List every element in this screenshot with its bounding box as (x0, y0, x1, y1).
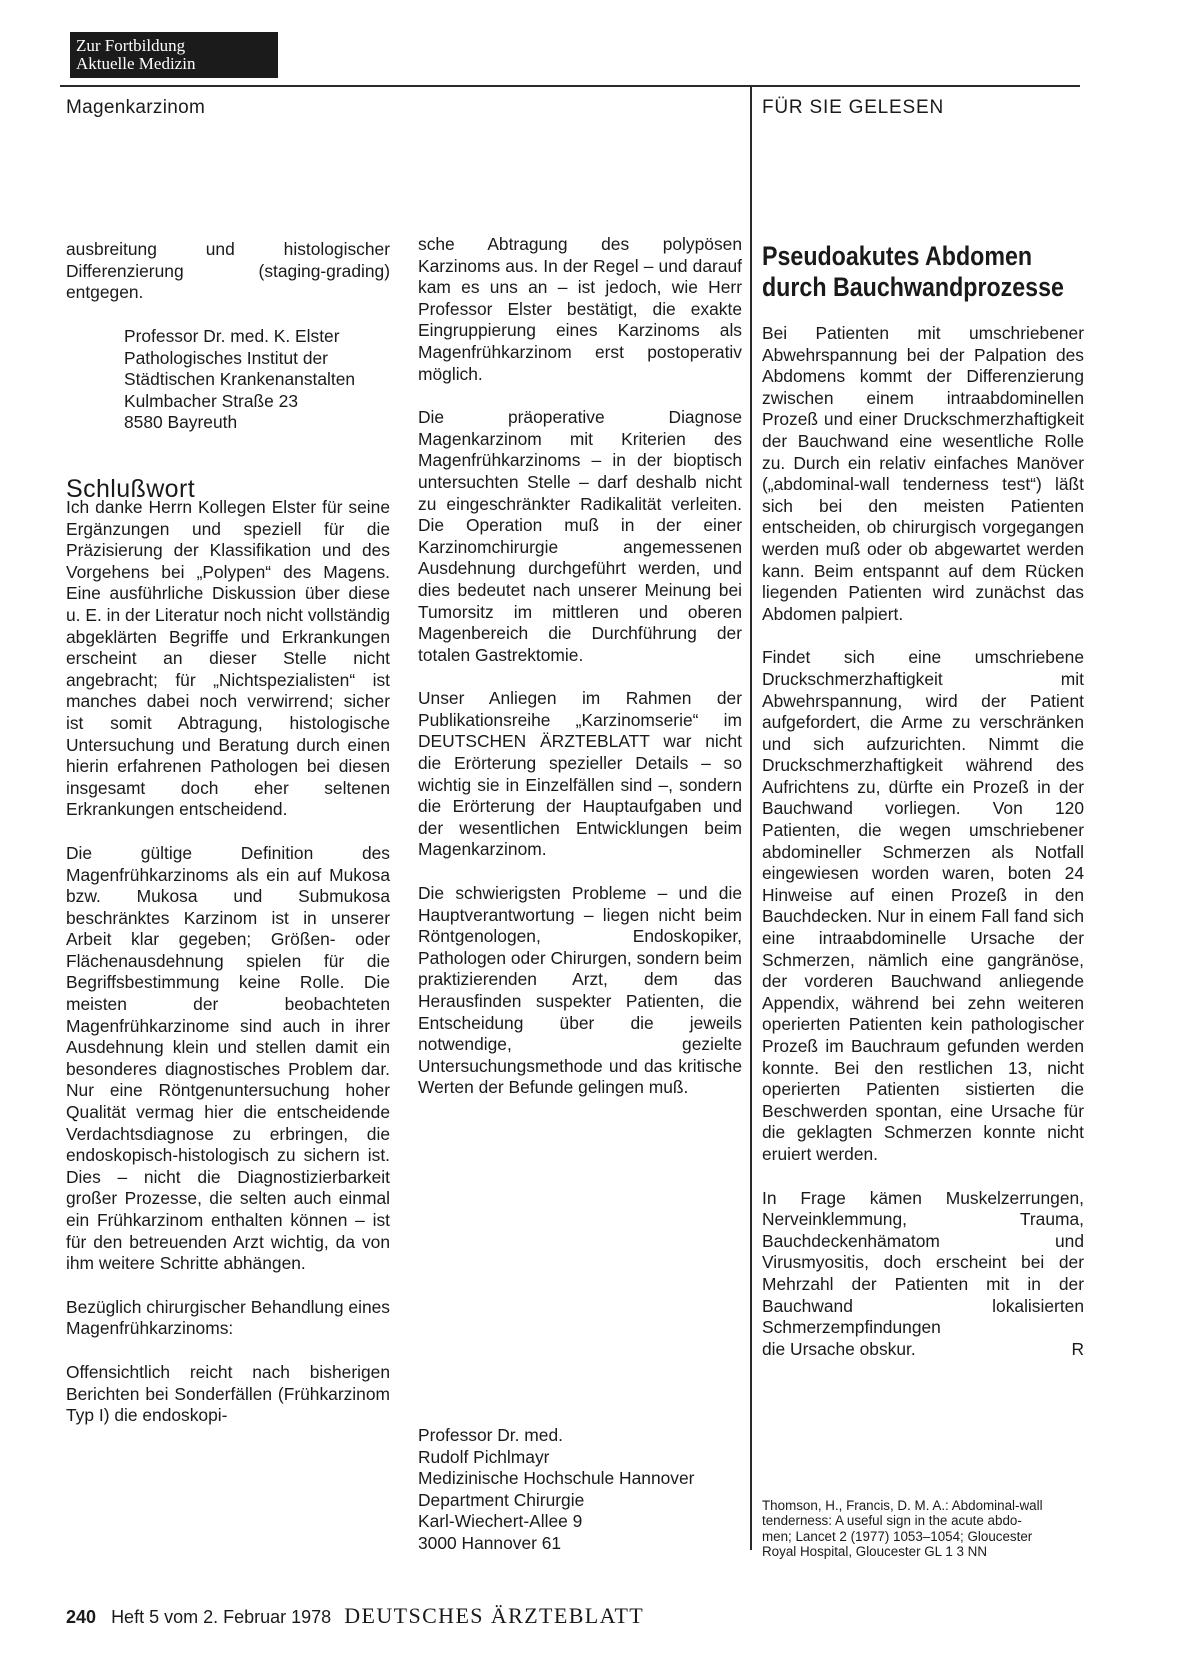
reference-line: men; Lancet 2 (1977) 1053–1054; Gloucester (762, 1528, 1033, 1544)
address-line: Department Chirurgie (418, 1489, 585, 1510)
address-line: Pathologisches Institut der (124, 347, 328, 368)
page-number: 240 (66, 1607, 97, 1627)
author-address-elster (124, 326, 355, 434)
article-title (762, 241, 1064, 303)
address-line: Rudolf Pichlmayr (418, 1446, 550, 1467)
address-line: 3000 Hannover 61 (418, 1532, 562, 1553)
issue-info: Heft 5 vom 2. Februar 1978 (111, 1607, 332, 1627)
column-divider (750, 85, 752, 1550)
section-badge-line: Zur Fortbildung (76, 36, 186, 55)
page-footer (66, 1603, 644, 1629)
section-badge-line: Aktuelle Medizin (76, 54, 196, 73)
address-line: Karl-Wiechert-Allee 9 (418, 1511, 583, 1532)
closing-line (762, 1339, 1084, 1361)
paragraph: Bezüglich chirurgischer Behandlung eines Magenfrühkarzinoms: (66, 1296, 390, 1339)
paragraph: sche Abtragung des polypösen Karzinoms aus. In der Regel – und darauf kam es uns an – ist jedoch, wie Herr Professor Elster bestätigt, die exakte Eingruppierung eines Karzinoms als Magenfrühkarzinom erst postoperativ möglich. (418, 234, 742, 384)
section-badge (70, 32, 278, 78)
paragraph: Bei Patienten mit umschriebener Abwehrspannung bei der Palpation des Abdomens kommt der Differenzierung zwischen einem intraabdominellen Prozeß und einer Druckschmerzhaftigkeit der Bauchwand eine wesentliche Rolle zu. Durch ein relativ einfaches Manöver („abdominal-wall tenderness test“) läßt sich bei den meisten Patienten entscheiden, ob chirurgisch vorgegangen werden muß oder ob abgewartet werden kann. Beim entspannt auf dem Rücken liegenden Patienten wird zunächst das Abdomen palpiert. (762, 323, 1084, 624)
author-address-pichlmayr (418, 1425, 694, 1555)
address-line: Städtischen Krankenanstalten (124, 369, 356, 390)
paragraph: Die schwierigsten Probleme – und die Hauptverantwortung – liegen nicht beim Röntgenologen, Endoskopiker, Pathologen oder Chirurgen, sondern beim praktizierenden Arzt, dem das Herausfinden suspekter Patienten, die Entscheidung über die jeweils notwendige, gezielte Untersuchungsmethode und das kritische Werten der Befunde gelingen muß. (418, 883, 742, 1098)
address-line: 8580 Bayreuth (124, 412, 238, 433)
reference-note (762, 1498, 1084, 1560)
paragraph: Die gültige Definition des Magenfrühkarzinoms als ein auf Mukosa bzw. Mukosa und Submukosa beschränktes Karzinom ist in unserer Arbeit klar gegeben; Größen- oder Flächenausdehnung spielen für die Begriffsbestimmung keine Rolle. Die meisten der beobachteten Magenfrühkarzinome sind auch in ihrer Ausdehnung klein und stellen damit ein besonderes diagnostisches Problem dar. Nur eine Röntgenuntersuchung hoher Qualität vermag hier die entscheidende Verdachtsdiagnose zu erbringen, die endoskopisch-histologisch zu sichern ist. Dies – nicht die Diagnostizierbarkeit großer Prozesse, die selten auch einmal ein Frühkarzinom enthalten können – ist für den betreuenden Arzt wichtig, da von ihm weitere Schritte abhängen. (66, 842, 390, 1274)
address-line: Professor Dr. med. (418, 1425, 563, 1445)
column-label: FÜR SIE GELESEN (762, 97, 944, 118)
paragraph: ausbreitung und histologischer Differenzierung (staging-grading) entgegen. (66, 239, 390, 303)
paragraph: Ich danke Herrn Kollegen Elster für seine Ergänzungen und speziell für die Präzisierung der Klassifikation und des Vorgehens bei „Polypen“ des Magens. Eine ausführliche Diskussion über diese u. E. in der Literatur noch nicht vollständig abgeklärten Begriffe und Erkrankungen erscheint an dieser Stelle nicht angebracht; für „Nichtspezialisten“ ist manches dabei noch verwirrend; sicher ist somit Abtragung, histologische Untersuchung und Beratung durch einen hierin erfahrenen Pathologen bei diesen insgesamt doch eher seltenen Erkrankungen entscheidend. (66, 497, 390, 820)
journal-name: DEUTSCHES ÄRZTEBLATT (344, 1603, 645, 1628)
article-title-line: Pseudoakutes Abdomen (762, 241, 1033, 271)
paragraph: Findet sich eine umschriebene Druckschmerzhaftigkeit mit Abwehrspannung, wird der Patient aufgefordert, die Arme zu verschränken und sich aufzurichten. Nimmt die Druckschmerzhaftigkeit während des Aufrichtens zu, dürfte ein Prozeß in der Bauchwand vorliegen. Von 120 Patienten, die wegen umschriebener abdomineller Schmerzen als Notfall eingewiesen worden waren, boten 24 Hinweise auf einen Prozeß in den Bauchdecken. Nur in einem Fall fand sich eine intraabdominelle Ursache der Schmerzen, nämlich eine gangränöse, der vorderen Bauchwand anliegende Appendix, während bei zehn weiteren operierten Patienten kein pathologischer Prozeß im Bauchraum gefunden werden konnte. Bei den restlichen 13, nicht operierten Patienten sistierten die Beschwerden spontan, eine Ursache für die geklagten Schmerzen konnte nicht eruiert werden. (762, 647, 1084, 1164)
paragraph: In Frage kämen Muskelzerrungen, Nerveinklemmung, Trauma, Bauchdeckenhämatom und Virusmyositis, doch erscheint bei der Mehrzahl der Patienten mit in der Bauchwand lokalisierten Schmerzempfindungen (762, 1187, 1084, 1338)
paragraph: Offensichtlich reicht nach bisherigen Berichten bei Sonderfällen (Frühkarzinom Typ I) die endoskopi- (66, 1361, 390, 1426)
reference-line: Royal Hospital, Gloucester GL 1 3 NN (762, 1544, 988, 1560)
right-column-body (762, 323, 1084, 1360)
paragraph: Unser Anliegen im Rahmen der Publikationsreihe „Karzinomserie“ im DEUTSCHEN ÄRZTEBLATT war nicht die Erörterung spezieller Details – so wichtig sie in Einzelfällen sind –, sondern die Erörterung der Hauptaufgaben und der wesentlichen Entwicklungen beim Magenkarzinom. (418, 688, 742, 860)
closing-text: die Ursache obskur. (762, 1338, 916, 1359)
left-column-body (66, 497, 390, 1449)
reference-line: Thomson, H., Francis, D. M. A.: Abdominal-wall (762, 1498, 1043, 1513)
address-line: Medizinische Hochschule Hannover (418, 1468, 695, 1489)
author-initial: R (1071, 1338, 1084, 1359)
address-line: Kulmbacher Straße 23 (124, 390, 298, 411)
left-column-intro (66, 239, 390, 326)
article-title-line: durch Bauchwandprozesse (762, 272, 1064, 302)
paragraph: Die präoperative Diagnose Magenkarzinom mit Kriterien des Magenfrühkarzinoms – in der bioptisch untersuchten Stelle – darf deshalb nicht zu eingeschränkter Radikalität verleiten. Die Operation muß in der einer Karzinomchirurgie angemessenen Ausdehnung durchgeführt werden, und dies bedeutet nach unserer Meinung bei Tumorsitz im mittleren und oberen Magenbereich die Durchführung der totalen Gastrektomie. (418, 407, 742, 665)
top-rule (60, 85, 1080, 87)
address-line: Professor Dr. med. K. Elster (124, 326, 340, 346)
topic-header: Magenkarzinom (66, 97, 206, 118)
section-heading: Schlußwort (66, 475, 196, 503)
middle-column-body (418, 234, 742, 1121)
reference-line: tenderness: A useful sign in the acute abdo- (762, 1513, 1022, 1529)
